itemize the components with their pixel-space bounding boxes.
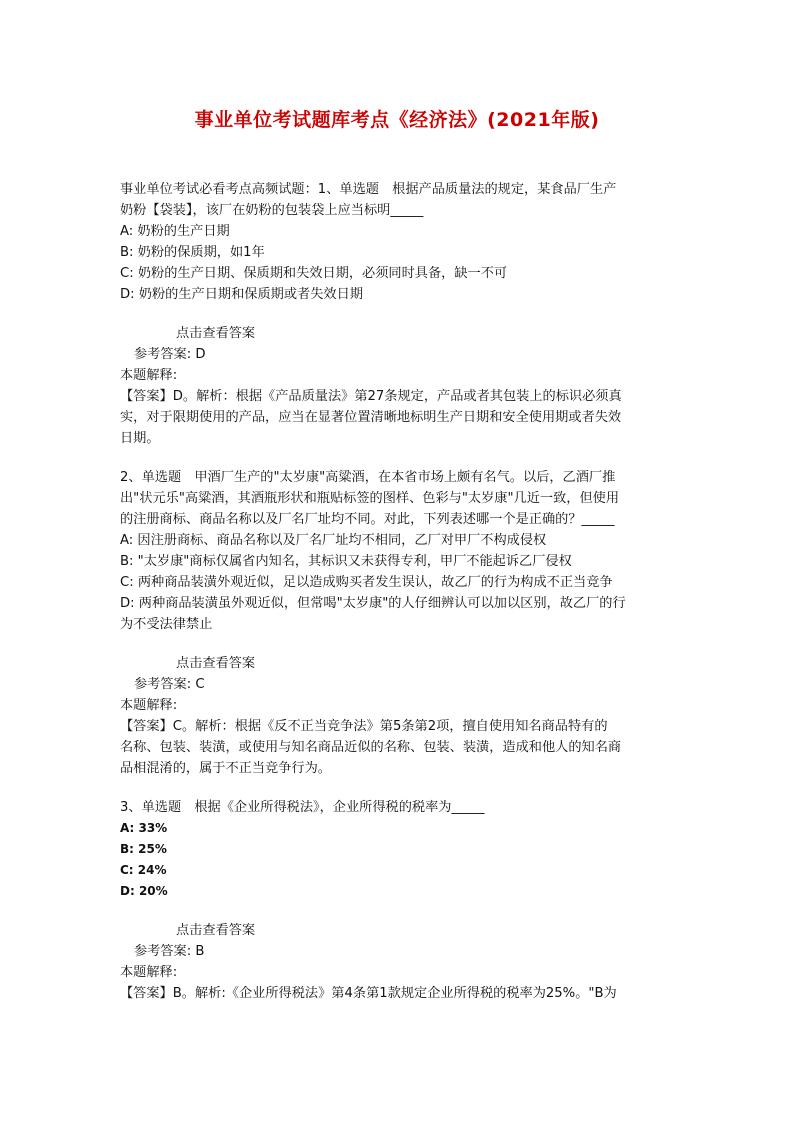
explanation-label: 本题解释: [120, 965, 178, 980]
option-c: C: 两种商品装潢外观近似，足以造成购买者发生误认，故乙厂的行为构成不正当竞争 [120, 575, 613, 590]
option-b: B: 奶粉的保质期，如1年 [120, 245, 265, 260]
option-a: A: 33% [120, 821, 168, 835]
reference-answer: 参考答案: C [134, 677, 205, 692]
explanation-line: 实，对于限期使用的产品，应当在显著位置清晰地标明生产日期和安全使用期或者失效 [120, 410, 622, 425]
show-answer-link[interactable]: 点击查看答案 [176, 326, 256, 341]
reference-answer: 参考答案: B [134, 944, 205, 959]
option-c: C: 奶粉的生产日期、保质期和失效日期，必须同时具备，缺一不可 [120, 266, 508, 281]
question-2 [120, 467, 678, 779]
option-d: D: 两种商品装潢虽外观近似，但常喝"太岁康"的人仔细辨认可以加以区别，故乙厂的行 [120, 596, 626, 611]
question-stem-line: 2、单选题 甲酒厂生产的"太岁康"高粱酒，在本省市场上颇有名气。以后，乙酒厂推 [120, 470, 616, 485]
explanation-line: 【答案】B。解析:《企业所得税法》第4条第1款规定企业所得税的税率为25%。"B为 [120, 986, 617, 1001]
explanation-line: 【答案】C。解析：根据《反不正当竞争法》第5条第2项，擅自使用知名商品特有的 [120, 719, 608, 734]
option-a: A: 奶粉的生产日期 [120, 224, 230, 239]
document-title: 事业单位考试题库考点《经济法》(2021年版) [194, 109, 600, 131]
explanation-line: 品相混淆的，属于不正当竞争行为。 [120, 761, 331, 776]
question-stem-line: 的注册商标、商品名称以及厂名厂址均不同。对此，下列表述哪一个是正确的？_____ [120, 512, 615, 527]
explanation-line: 名称、包装、装潢，或使用与知名商品近似的名称、包装、装潢，造成和他人的知名商 [120, 740, 622, 755]
explanation-line: 【答案】D。解析：根据《产品质量法》第27条规定，产品或者其包装上的标识必须真 [120, 389, 622, 404]
question-stem-line: 奶粉【袋装】，该厂在奶粉的包装袋上应当标明_____ [120, 203, 424, 218]
option-d: D: 20% [120, 884, 168, 898]
question-stem-line: 3、单选题 根据《企业所得税法》，企业所得税的税率为_____ [120, 800, 485, 815]
option-c: C: 24% [120, 863, 167, 877]
option-b: B: 25% [120, 842, 167, 856]
document-body [120, 179, 678, 1004]
option-a: A: 因注册商标、商品名称以及厂名厂址均不相同，乙厂对甲厂不构成侵权 [120, 533, 547, 548]
explanation-line: 日期。 [120, 431, 160, 446]
question-3 [120, 797, 678, 1004]
question-stem-line: 出"状元乐"高粱酒，其酒瓶形状和瓶贴标签的图样、色彩与"太岁康"几近一致，但使用 [120, 491, 620, 506]
explanation-label: 本题解释: [120, 368, 178, 383]
explanation-label: 本题解释: [120, 698, 178, 713]
question-stem-line: 事业单位考试必看考点高频试题：1、单选题 根据产品质量法的规定，某食品厂生产 [120, 182, 617, 197]
reference-answer: 参考答案: D [134, 347, 206, 362]
option-d-continued: 为不受法律禁止 [120, 617, 213, 632]
option-d: D: 奶粉的生产日期和保质期或者失效日期 [120, 287, 363, 302]
show-answer-link[interactable]: 点击查看答案 [176, 923, 256, 938]
option-b: B: "太岁康"商标仅属省内知名，其标识又未获得专利，甲厂不能起诉乙厂侵权 [120, 554, 572, 569]
question-1 [120, 179, 678, 449]
show-answer-link[interactable]: 点击查看答案 [176, 656, 256, 671]
